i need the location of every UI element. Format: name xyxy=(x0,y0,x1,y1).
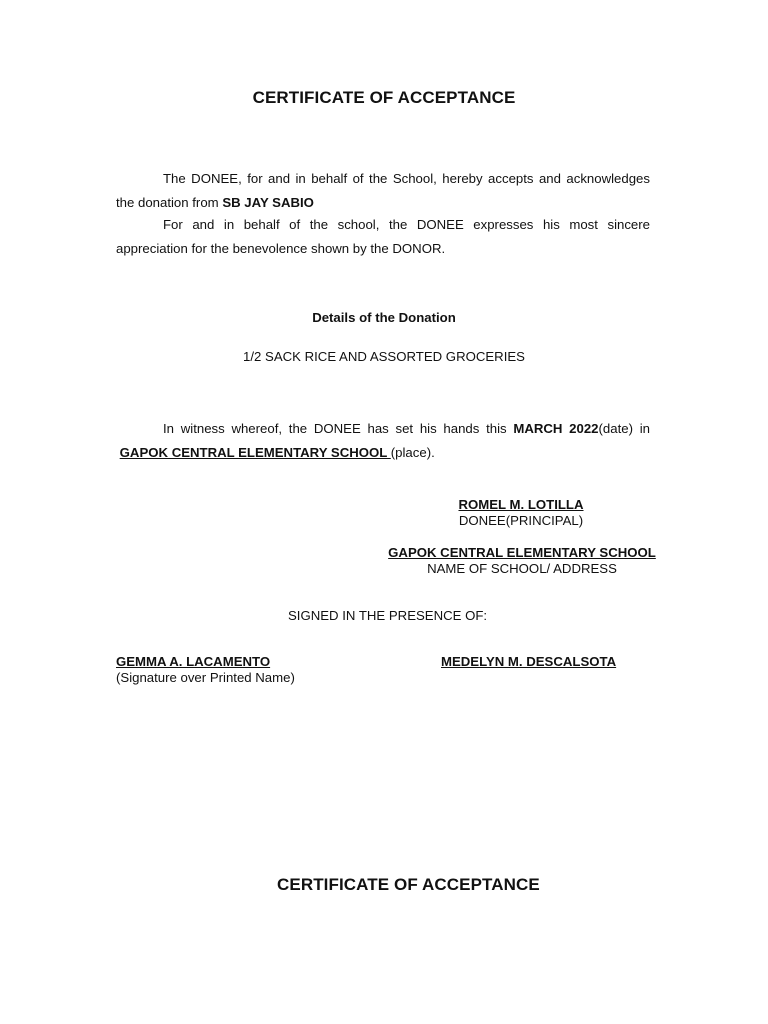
acceptance-text: The DONEE, for and in behalf of the School, hereby accepts and acknowledges the donation from xyxy=(116,171,650,210)
witness-place: GAPOK CENTRAL ELEMENTARY SCHOOL xyxy=(119,444,391,460)
donor-name: SB JAY SABIO xyxy=(222,194,314,210)
appreciation-paragraph: For and in behalf of the school, the DONEE expresses his most sincere appreciation for the benevolence shown by the DONOR. xyxy=(116,217,650,256)
donation-item: 1/2 SACK RICE AND ASSORTED GROCERIES xyxy=(243,349,525,364)
donee-name: ROMEL M. LOTILLA xyxy=(458,497,584,512)
witness-date: MARCH 2022 xyxy=(513,421,599,436)
acceptance-paragraph xyxy=(116,167,650,214)
witness1-name: GEMMA A. LACAMENTO xyxy=(116,654,271,669)
certificate-title: CERTIFICATE OF ACCEPTANCE xyxy=(252,88,516,107)
place-label: (place). xyxy=(390,444,435,460)
school-label: NAME OF SCHOOL/ ADDRESS xyxy=(427,561,617,576)
donee-role: DONEE(PRINCIPAL) xyxy=(458,513,584,528)
witness1-caption: (Signature over Printed Name) xyxy=(116,670,295,685)
date-label: (date) in xyxy=(598,421,650,436)
details-heading: Details of the Donation xyxy=(312,310,456,325)
second-certificate-title: CERTIFICATE OF ACCEPTANCE xyxy=(277,875,540,894)
witness-text: In witness whereof, the DONEE has set his hands this xyxy=(163,421,514,436)
witness-paragraph xyxy=(116,417,650,464)
witness2-name: MEDELYN M. DESCALSOTA xyxy=(441,654,617,669)
presence-label: SIGNED IN THE PRESENCE OF: xyxy=(288,608,488,623)
witness1-block xyxy=(116,654,295,686)
school-block xyxy=(386,545,658,577)
school-name: GAPOK CENTRAL ELEMENTARY SCHOOL xyxy=(388,545,656,560)
donee-signature-block xyxy=(420,497,622,529)
